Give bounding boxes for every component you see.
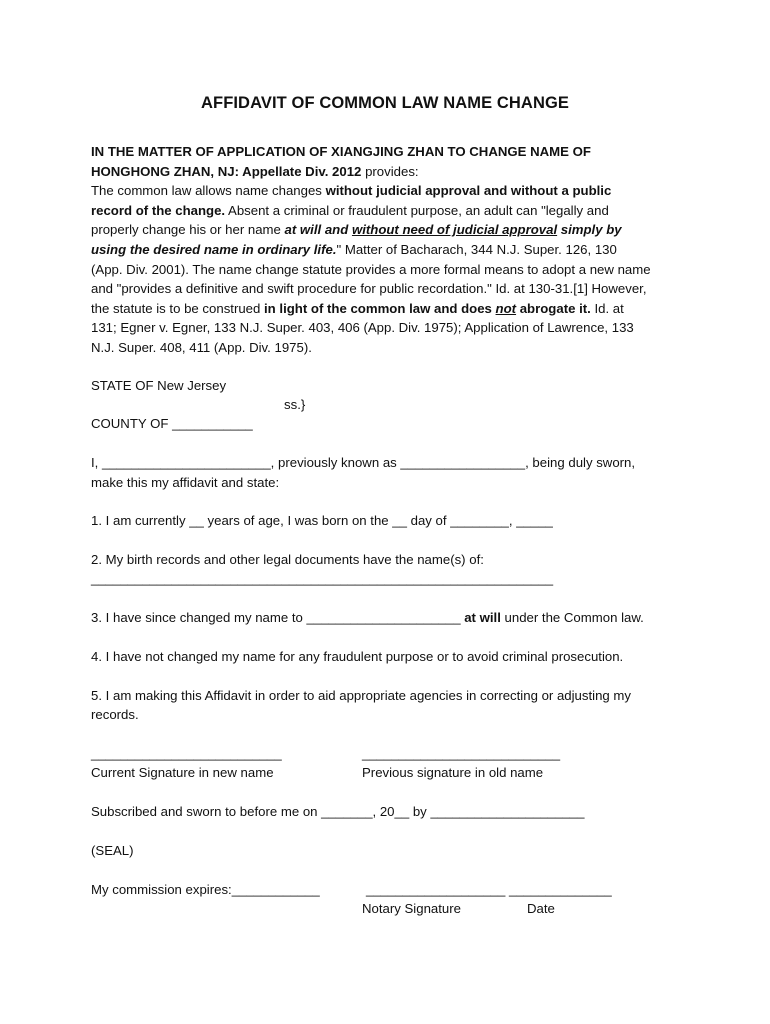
item-2-blank: _______________________________________________________________ <box>91 571 554 586</box>
subscribed-sworn: Subscribed and sworn to before me on _______, 20__ by _____________________ <box>91 804 585 819</box>
text-run-bold-italic-underline: without need of judicial approval <box>351 222 558 238</box>
venue-state: STATE OF New Jersey <box>91 378 227 393</box>
text-line: (App. Div. 2001). The name change statute provides a more formal means to adopt a new name <box>91 261 651 277</box>
item-2: 2. My birth records and other legal documents have the name(s) of: <box>91 552 484 567</box>
text-run: under the Common law. <box>500 610 644 625</box>
item-5-cont: records. <box>91 707 139 722</box>
previous-signature-label: Previous signature in old name <box>362 765 544 780</box>
text-run-bold-italic: using the desired name in ordinary life. <box>91 241 337 257</box>
text-line: 131; Egner v. Egner, 133 N.J. Super. 403, 406 (App. Div. 1975); Application of Lawrence, 133 <box>91 320 634 336</box>
text-run: properly change his or her name <box>91 222 285 238</box>
item-3 <box>91 608 644 628</box>
text-run: " Matter of Bacharach, 344 N.J. Super. 126, 130 <box>336 241 617 257</box>
venue-county: COUNTY OF ___________ <box>91 416 253 431</box>
item-1: 1. I am currently __ years of age, I was born on the __ day of ________, _____ <box>91 513 553 528</box>
text-run-bold-italic-underline: not <box>495 300 517 316</box>
text-run-bold: in light of the common law and does <box>264 300 496 316</box>
text-run: the statute is to be construed <box>91 300 265 316</box>
notary-signature-line: ___________________ ______________ <box>366 882 612 897</box>
previous-signature-line: ___________________________ <box>362 746 561 761</box>
notary-signature-label: Notary Signature <box>362 901 461 916</box>
text-run: The common law allows name changes <box>91 183 326 199</box>
matter-provides: provides: <box>361 163 419 179</box>
document-title: AFFIDAVIT OF COMMON LAW NAME CHANGE <box>201 94 569 112</box>
text-run-bold: at will <box>464 610 501 625</box>
text-run: Id. at <box>590 300 624 316</box>
intro-line2: make this my affidavit and state: <box>91 475 280 490</box>
text-run-bold-italic: at will and <box>284 222 352 238</box>
text-run-bold: without judicial approval and without a public <box>325 183 612 199</box>
notary-date-label: Date <box>527 901 555 916</box>
commission-expires: My commission expires:____________ <box>91 882 320 897</box>
matter-paragraph <box>91 142 701 358</box>
text-run: Absent a criminal or fraudulent purpose, an adult can "legally and <box>225 202 609 218</box>
text-run-bold: record of the change. <box>91 202 226 218</box>
text-line: and "provides a definitive and swift procedure for public recordation." Id. at 130-31.[1] However, <box>91 281 647 297</box>
item-5: 5. I am making this Affidavit in order to aid appropriate agencies in correcting or adjusting my <box>91 688 631 703</box>
matter-heading-line1: IN THE MATTER OF APPLICATION OF XIANGJING ZHAN TO CHANGE NAME OF <box>91 144 591 159</box>
text-line: N.J. Super. 408, 411 (App. Div. 1975). <box>91 339 312 355</box>
text-run-bold: abrogate it. <box>516 300 591 316</box>
text-run-bold-italic: simply by <box>557 222 622 238</box>
intro-line1: I, _______________________, previously known as _________________, being duly sworn, <box>91 455 636 470</box>
matter-heading-line2: HONGHONG ZHAN, NJ: Appellate Div. 2012 <box>91 163 362 179</box>
item-4: 4. I have not changed my name for any fraudulent purpose or to avoid criminal prosecution. <box>91 649 624 664</box>
current-signature-label: Current Signature in new name <box>91 765 274 780</box>
venue-ss: ss.} <box>284 397 306 412</box>
text-run: 3. I have since changed my name to _____________________ <box>91 610 465 625</box>
seal-label: (SEAL) <box>91 843 134 858</box>
current-signature-line: __________________________ <box>91 746 282 761</box>
